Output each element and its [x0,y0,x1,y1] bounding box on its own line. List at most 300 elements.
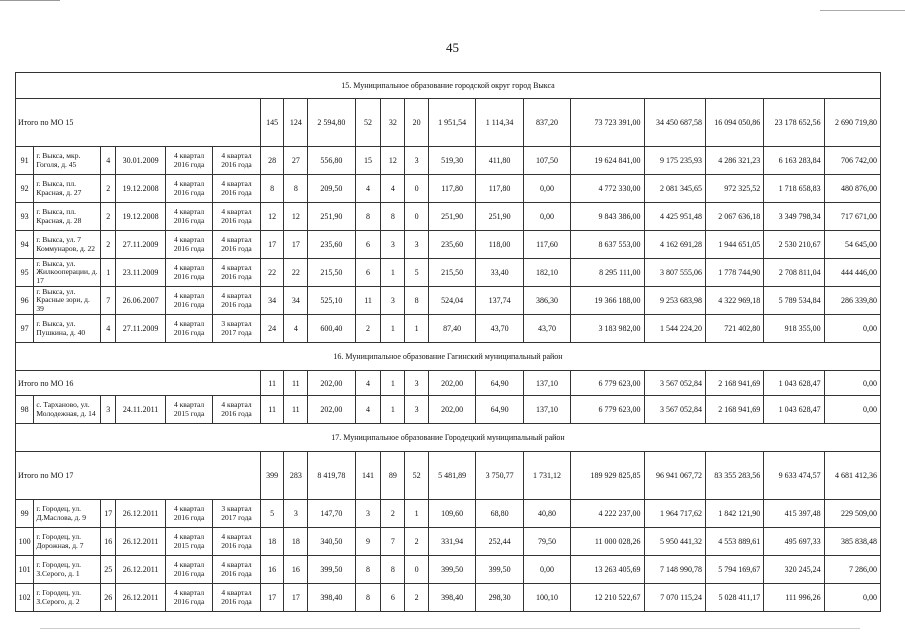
table-cell: 8 [355,556,381,584]
table-cell: 141 [355,452,381,500]
table-cell: 7 148 990,78 [644,556,705,584]
table-cell: 0,00 [824,371,880,396]
table-cell: 0 [405,556,429,584]
table-cell: 2 [101,231,116,259]
table-cell: 94 [16,231,34,259]
table-cell: 19 366 188,00 [571,287,644,315]
table-cell: 519,30 [428,147,475,175]
table-cell: г. Выкса, ул. 7 Коммунаров, д. 22 [34,231,101,259]
table-cell: 4 322 969,18 [706,287,764,315]
table-cell: 4 квартал 2016 года [165,175,212,203]
table-cell: 4 квартал 2016 года [213,396,260,424]
table-cell: 202,00 [428,396,475,424]
table-cell: 107,50 [523,147,570,175]
table-cell: 18 [284,528,308,556]
table-cell: 4 [101,315,116,343]
table-cell: с. Тарханово, ул. Молодежная, д. 14 [34,396,101,424]
table-cell: 495 697,33 [764,528,824,556]
table-cell: 30.01.2009 [116,147,166,175]
table-cell: 4 квартал 2016 года [213,584,260,612]
table-cell: 17 [284,584,308,612]
table-cell: 2 690 719,80 [824,99,880,147]
table-cell: 399,50 [476,556,523,584]
table-row [16,287,881,315]
table-cell: 4 [355,175,381,203]
table-cell: 100 [16,528,34,556]
table-cell: 26 [101,584,116,612]
table-cell: 3 [284,500,308,528]
table-cell: 18 [260,528,284,556]
table-cell: 8 [355,203,381,231]
table-cell: 2 168 941,69 [706,396,764,424]
table-cell: 399 [260,452,284,500]
table-cell: 5 028 411,17 [706,584,764,612]
table-cell: 3 [355,500,381,528]
table-cell: 4 квартал 2015 года [165,396,212,424]
table-cell: 189 929 825,85 [571,452,644,500]
section-total-row [16,371,881,396]
table-cell: 0 [405,203,429,231]
table-cell: 1 [381,396,405,424]
table-cell: 4 286 321,23 [706,147,764,175]
table-cell: 340,50 [308,528,355,556]
table-cell: 99 [16,500,34,528]
table-row [16,528,881,556]
table-cell: 101 [16,556,34,584]
table-cell: 3 [405,147,429,175]
table-cell: 6 [381,584,405,612]
table-cell: г. Выкса, мкр. Гоголя, д. 45 [34,147,101,175]
table-cell: 64,90 [476,371,523,396]
table-cell: 1 731,12 [523,452,570,500]
table-cell: 19.12.2008 [116,203,166,231]
table-cell: 12 [260,203,284,231]
table-cell: 1 [381,259,405,287]
table-cell: г. Городец, ул. Д.Маслова, д. 9 [34,500,101,528]
table-cell: 23.11.2009 [116,259,166,287]
table-cell: 12 [284,203,308,231]
table-cell: 4 квартал 2016 года [165,147,212,175]
table-cell: 235,60 [308,231,355,259]
table-cell: 3 183 982,00 [571,315,644,343]
table-cell: 2 [405,584,429,612]
table-cell: 118,00 [476,231,523,259]
table-cell: 26.12.2011 [116,584,166,612]
table-cell: 12 [381,147,405,175]
table-cell: 33,40 [476,259,523,287]
table-cell: 5 950 441,32 [644,528,705,556]
section-title-row [16,343,881,371]
table-cell: 4 162 691,28 [644,231,705,259]
table-cell: 4 553 889,61 [706,528,764,556]
table-cell: 283 [284,452,308,500]
table-cell: 4 222 237,00 [571,500,644,528]
table-cell: 147,70 [308,500,355,528]
table-cell: 79,50 [523,528,570,556]
table-cell: 8 419,78 [308,452,355,500]
table-cell: 235,60 [428,231,475,259]
table-cell: 4 квартал 2016 года [213,203,260,231]
table-cell: 95 [16,259,34,287]
table-cell: 97 [16,315,34,343]
table-cell: 7 [101,287,116,315]
table-cell: г. Выкса, ул. Пушкина, д. 40 [34,315,101,343]
table-cell: 386,30 [523,287,570,315]
table-cell: 3 квартал 2017 года [213,500,260,528]
table-cell: 202,00 [428,371,475,396]
table-cell: 7 [381,528,405,556]
table-cell: 556,80 [308,147,355,175]
table-cell: 2 [101,203,116,231]
table-cell: 8 [284,175,308,203]
table-row [16,315,881,343]
table-cell: г. Выкса, пл. Красная, д. 27 [34,175,101,203]
table-cell: 202,00 [308,371,355,396]
table-cell: 34 450 687,58 [644,99,705,147]
table-cell: 2 708 811,04 [764,259,824,287]
table-cell: 286 339,80 [824,287,880,315]
table-cell: 98 [16,396,34,424]
table-cell: 11 [284,396,308,424]
table-cell: 27 [284,147,308,175]
table-cell: 4 квартал 2016 года [213,556,260,584]
table-cell: 209,50 [308,175,355,203]
table-cell: 17 [284,231,308,259]
table-cell: 415 397,48 [764,500,824,528]
table-cell: 1 951,54 [428,99,475,147]
table-cell: 117,60 [523,231,570,259]
table-cell: 3 807 555,06 [644,259,705,287]
table-cell: 331,94 [428,528,475,556]
table-cell: 4 772 330,00 [571,175,644,203]
table-cell: 4 квартал 2016 года [213,259,260,287]
table-cell: 918 355,00 [764,315,824,343]
table-cell: 251,90 [476,203,523,231]
table-cell: 28 [260,147,284,175]
table-cell: г. Выкса, ул. Жилкооперации, д. 17 [34,259,101,287]
table-cell: 1 043 628,47 [764,371,824,396]
table-cell: 87,40 [428,315,475,343]
table-cell: 444 446,00 [824,259,880,287]
table-cell: 706 742,00 [824,147,880,175]
table-cell: 1 842 121,90 [706,500,764,528]
table-cell: 20 [405,99,429,147]
table-cell: 6 [355,259,381,287]
table-cell: г. Городец, ул. Дорожная, д. 7 [34,528,101,556]
table-cell: 1 114,34 [476,99,523,147]
table-cell: 3 [405,396,429,424]
table-cell: 525,10 [308,287,355,315]
table-cell: 4 квартал 2016 года [213,231,260,259]
table-cell: 320 245,24 [764,556,824,584]
table-cell: 4 681 412,36 [824,452,880,500]
table-cell: 96 [16,287,34,315]
table-cell: г. Выкса, пл. Красная, д. 28 [34,203,101,231]
table-cell: 22 [284,259,308,287]
table-cell: 717 671,00 [824,203,880,231]
housing-program-table [15,72,881,612]
section-total-row [16,452,881,500]
table-cell: 1 [405,315,429,343]
table-cell: 7 070 115,24 [644,584,705,612]
table-cell: 3 [101,396,116,424]
table-cell: 25 [101,556,116,584]
table-cell: 3 квартал 2017 года [213,315,260,343]
table-cell: 92 [16,175,34,203]
table-cell: 3 [381,231,405,259]
table-cell: 0,00 [824,396,880,424]
table-cell: 24 [260,315,284,343]
table-row [16,396,881,424]
table-cell: 137,10 [523,396,570,424]
table-cell: 5 481,89 [428,452,475,500]
table-cell: 4 квартал 2016 года [213,287,260,315]
table-cell: 117,80 [476,175,523,203]
table-cell: 4 [381,175,405,203]
table-cell: 2 594,80 [308,99,355,147]
table-cell: 4 [355,371,381,396]
table-cell: 5 789 534,84 [764,287,824,315]
table-row [16,175,881,203]
table-cell: 480 876,00 [824,175,880,203]
table-cell: 9 253 683,98 [644,287,705,315]
table-cell: 8 637 553,00 [571,231,644,259]
table-cell: 251,90 [308,203,355,231]
table-cell: 3 750,77 [476,452,523,500]
table-cell: г. Городец, ул. З.Серого, д. 2 [34,584,101,612]
table-cell: 89 [381,452,405,500]
table-cell: 124 [284,99,308,147]
table-row [16,556,881,584]
table-cell: 4 [355,396,381,424]
table-cell: 0,00 [824,584,880,612]
table-cell: 137,74 [476,287,523,315]
table-cell: 972 325,52 [706,175,764,203]
table-cell: 4 квартал 2016 года [213,528,260,556]
table-cell: 26.12.2011 [116,528,166,556]
table-cell: 19 624 841,00 [571,147,644,175]
table-cell: 11 [260,396,284,424]
table-cell: г. Городец, ул. З.Серого, д. 1 [34,556,101,584]
table-cell: 4 квартал 2016 года [165,315,212,343]
table-cell: 91 [16,147,34,175]
table-cell: Итого по МО 17 [16,452,261,500]
table-cell: 27.11.2009 [116,231,166,259]
table-cell: 1 944 651,05 [706,231,764,259]
table-cell: 5 [260,500,284,528]
table-cell: 4 квартал 2016 года [165,287,212,315]
table-cell: 26.12.2011 [116,500,166,528]
table-cell: 2 [381,500,405,528]
table-row [16,231,881,259]
page-number: 45 [446,40,459,55]
table-row [16,259,881,287]
table-cell: 4 квартал 2016 года [213,175,260,203]
table-row [16,500,881,528]
table-cell: 399,50 [428,556,475,584]
table-cell: 182,10 [523,259,570,287]
section-title-row [16,73,881,99]
table-cell: 4 квартал 2016 года [165,259,212,287]
table-cell: 11 [355,287,381,315]
table-cell: 26.06.2007 [116,287,166,315]
table-cell: 6 [355,231,381,259]
scan-artifact-bottom [40,628,860,629]
table-cell: 9 [355,528,381,556]
table-cell: 837,20 [523,99,570,147]
table-cell: 12 210 522,67 [571,584,644,612]
table-cell: 9 843 386,00 [571,203,644,231]
table-cell: 109,60 [428,500,475,528]
table-cell: 26.12.2011 [116,556,166,584]
table-cell: 721 402,80 [706,315,764,343]
table-cell: 137,10 [523,371,570,396]
table-cell: 0,00 [523,175,570,203]
table-cell: Итого по МО 15 [16,99,261,147]
table-cell: 3 567 052,84 [644,396,705,424]
table-cell: 83 355 283,56 [706,452,764,500]
table-cell: 17 [101,500,116,528]
table-cell: 1 [405,500,429,528]
table-cell: 145 [260,99,284,147]
table-row [16,203,881,231]
table-cell: 1 778 744,90 [706,259,764,287]
table-cell: 8 [355,584,381,612]
table-cell: 9 633 474,57 [764,452,824,500]
table-cell: 1 964 717,62 [644,500,705,528]
table-cell: 411,80 [476,147,523,175]
table-cell: 22 [260,259,284,287]
table-cell: 4 квартал 2016 года [213,147,260,175]
section-title-row [16,424,881,452]
table-cell: 202,00 [308,396,355,424]
table-cell: 0,00 [523,556,570,584]
table-cell: 96 941 067,72 [644,452,705,500]
table-cell: 8 [381,203,405,231]
table-cell: Итого по МО 16 [16,371,261,396]
table-cell: 2 [101,175,116,203]
scan-artifact-top-right [820,10,905,11]
table-cell: 73 723 391,00 [571,99,644,147]
table-cell: 17 [260,584,284,612]
table-cell: 4 квартал 2016 года [165,203,212,231]
table-cell: 34 [284,287,308,315]
table-cell: 2 530 210,67 [764,231,824,259]
table-cell: 2 168 941,69 [706,371,764,396]
table-cell: 6 163 283,84 [764,147,824,175]
table-cell: 298,30 [476,584,523,612]
table-cell: 64,90 [476,396,523,424]
table-cell: 5 794 169,67 [706,556,764,584]
table-cell: 102 [16,584,34,612]
table-cell: 215,50 [308,259,355,287]
table-cell: 2 [355,315,381,343]
table-cell: 385 838,48 [824,528,880,556]
table-cell: 524,04 [428,287,475,315]
section-total-row [16,99,881,147]
table-cell: 43,70 [476,315,523,343]
table-cell: 11 000 028,26 [571,528,644,556]
table-cell: 215,50 [428,259,475,287]
scan-artifact-top [0,0,60,1]
table-cell: 16 [260,556,284,584]
table-cell: 1 [381,371,405,396]
table-cell: 24.11.2011 [116,396,166,424]
table-cell: 15 [355,147,381,175]
table-cell: 0,00 [523,203,570,231]
table-cell: 93 [16,203,34,231]
table-cell: 4 квартал 2016 года [165,556,212,584]
table-cell: 251,90 [428,203,475,231]
table-cell: 2 [405,528,429,556]
table-cell: 15. Муниципальное образование городской округ город Выкса [16,73,881,99]
table-cell: 19.12.2008 [116,175,166,203]
table-cell: 3 [405,371,429,396]
table-row [16,147,881,175]
table-cell: 4 квартал 2016 года [165,500,212,528]
table-cell: 399,50 [308,556,355,584]
table-cell: 398,40 [308,584,355,612]
table-cell: 4 квартал 2016 года [165,231,212,259]
table-cell: 8 295 111,00 [571,259,644,287]
table-cell: 100,10 [523,584,570,612]
table-cell: 5 [405,259,429,287]
table-row [16,584,881,612]
table-cell: 23 178 652,56 [764,99,824,147]
table-cell: 8 [381,556,405,584]
table-cell: 54 645,00 [824,231,880,259]
table-cell: 3 [405,231,429,259]
table-cell: 52 [405,452,429,500]
table-cell: 3 349 798,34 [764,203,824,231]
table-cell: 3 [381,287,405,315]
table-cell: 16 094 050,86 [706,99,764,147]
table-cell: 17. Муниципальное образование Городецкий муниципальный район [16,424,881,452]
table-cell: 0 [405,175,429,203]
table-cell: 11 [284,371,308,396]
table-cell: 600,40 [308,315,355,343]
table-cell: 2 067 636,18 [706,203,764,231]
table-cell: 2 081 345,65 [644,175,705,203]
table-cell: 34 [260,287,284,315]
table-cell: 6 779 623,00 [571,396,644,424]
table-cell: 117,80 [428,175,475,203]
table-cell: 1 544 224,20 [644,315,705,343]
table-cell: 8 [405,287,429,315]
table-cell: 16 [284,556,308,584]
table-cell: 111 996,26 [764,584,824,612]
table-cell: 4 425 951,48 [644,203,705,231]
table-cell: 252,44 [476,528,523,556]
table-cell: 27.11.2009 [116,315,166,343]
table-cell: 4 квартал 2016 года [165,584,212,612]
table-cell: г. Выкса, ул. Красные зори, д. 39 [34,287,101,315]
table-cell: 68,80 [476,500,523,528]
table-cell: 17 [260,231,284,259]
table-cell: 6 779 623,00 [571,371,644,396]
table-cell: 4 квартал 2015 года [165,528,212,556]
table-cell: 8 [260,175,284,203]
table-cell: 7 286,00 [824,556,880,584]
table-cell: 0,00 [824,315,880,343]
table-cell: 16 [101,528,116,556]
table-cell: 1 [101,259,116,287]
table-cell: 40,80 [523,500,570,528]
table-cell: 1 718 658,83 [764,175,824,203]
table-cell: 1 043 628,47 [764,396,824,424]
table-cell: 398,40 [428,584,475,612]
table-cell: 4 [101,147,116,175]
